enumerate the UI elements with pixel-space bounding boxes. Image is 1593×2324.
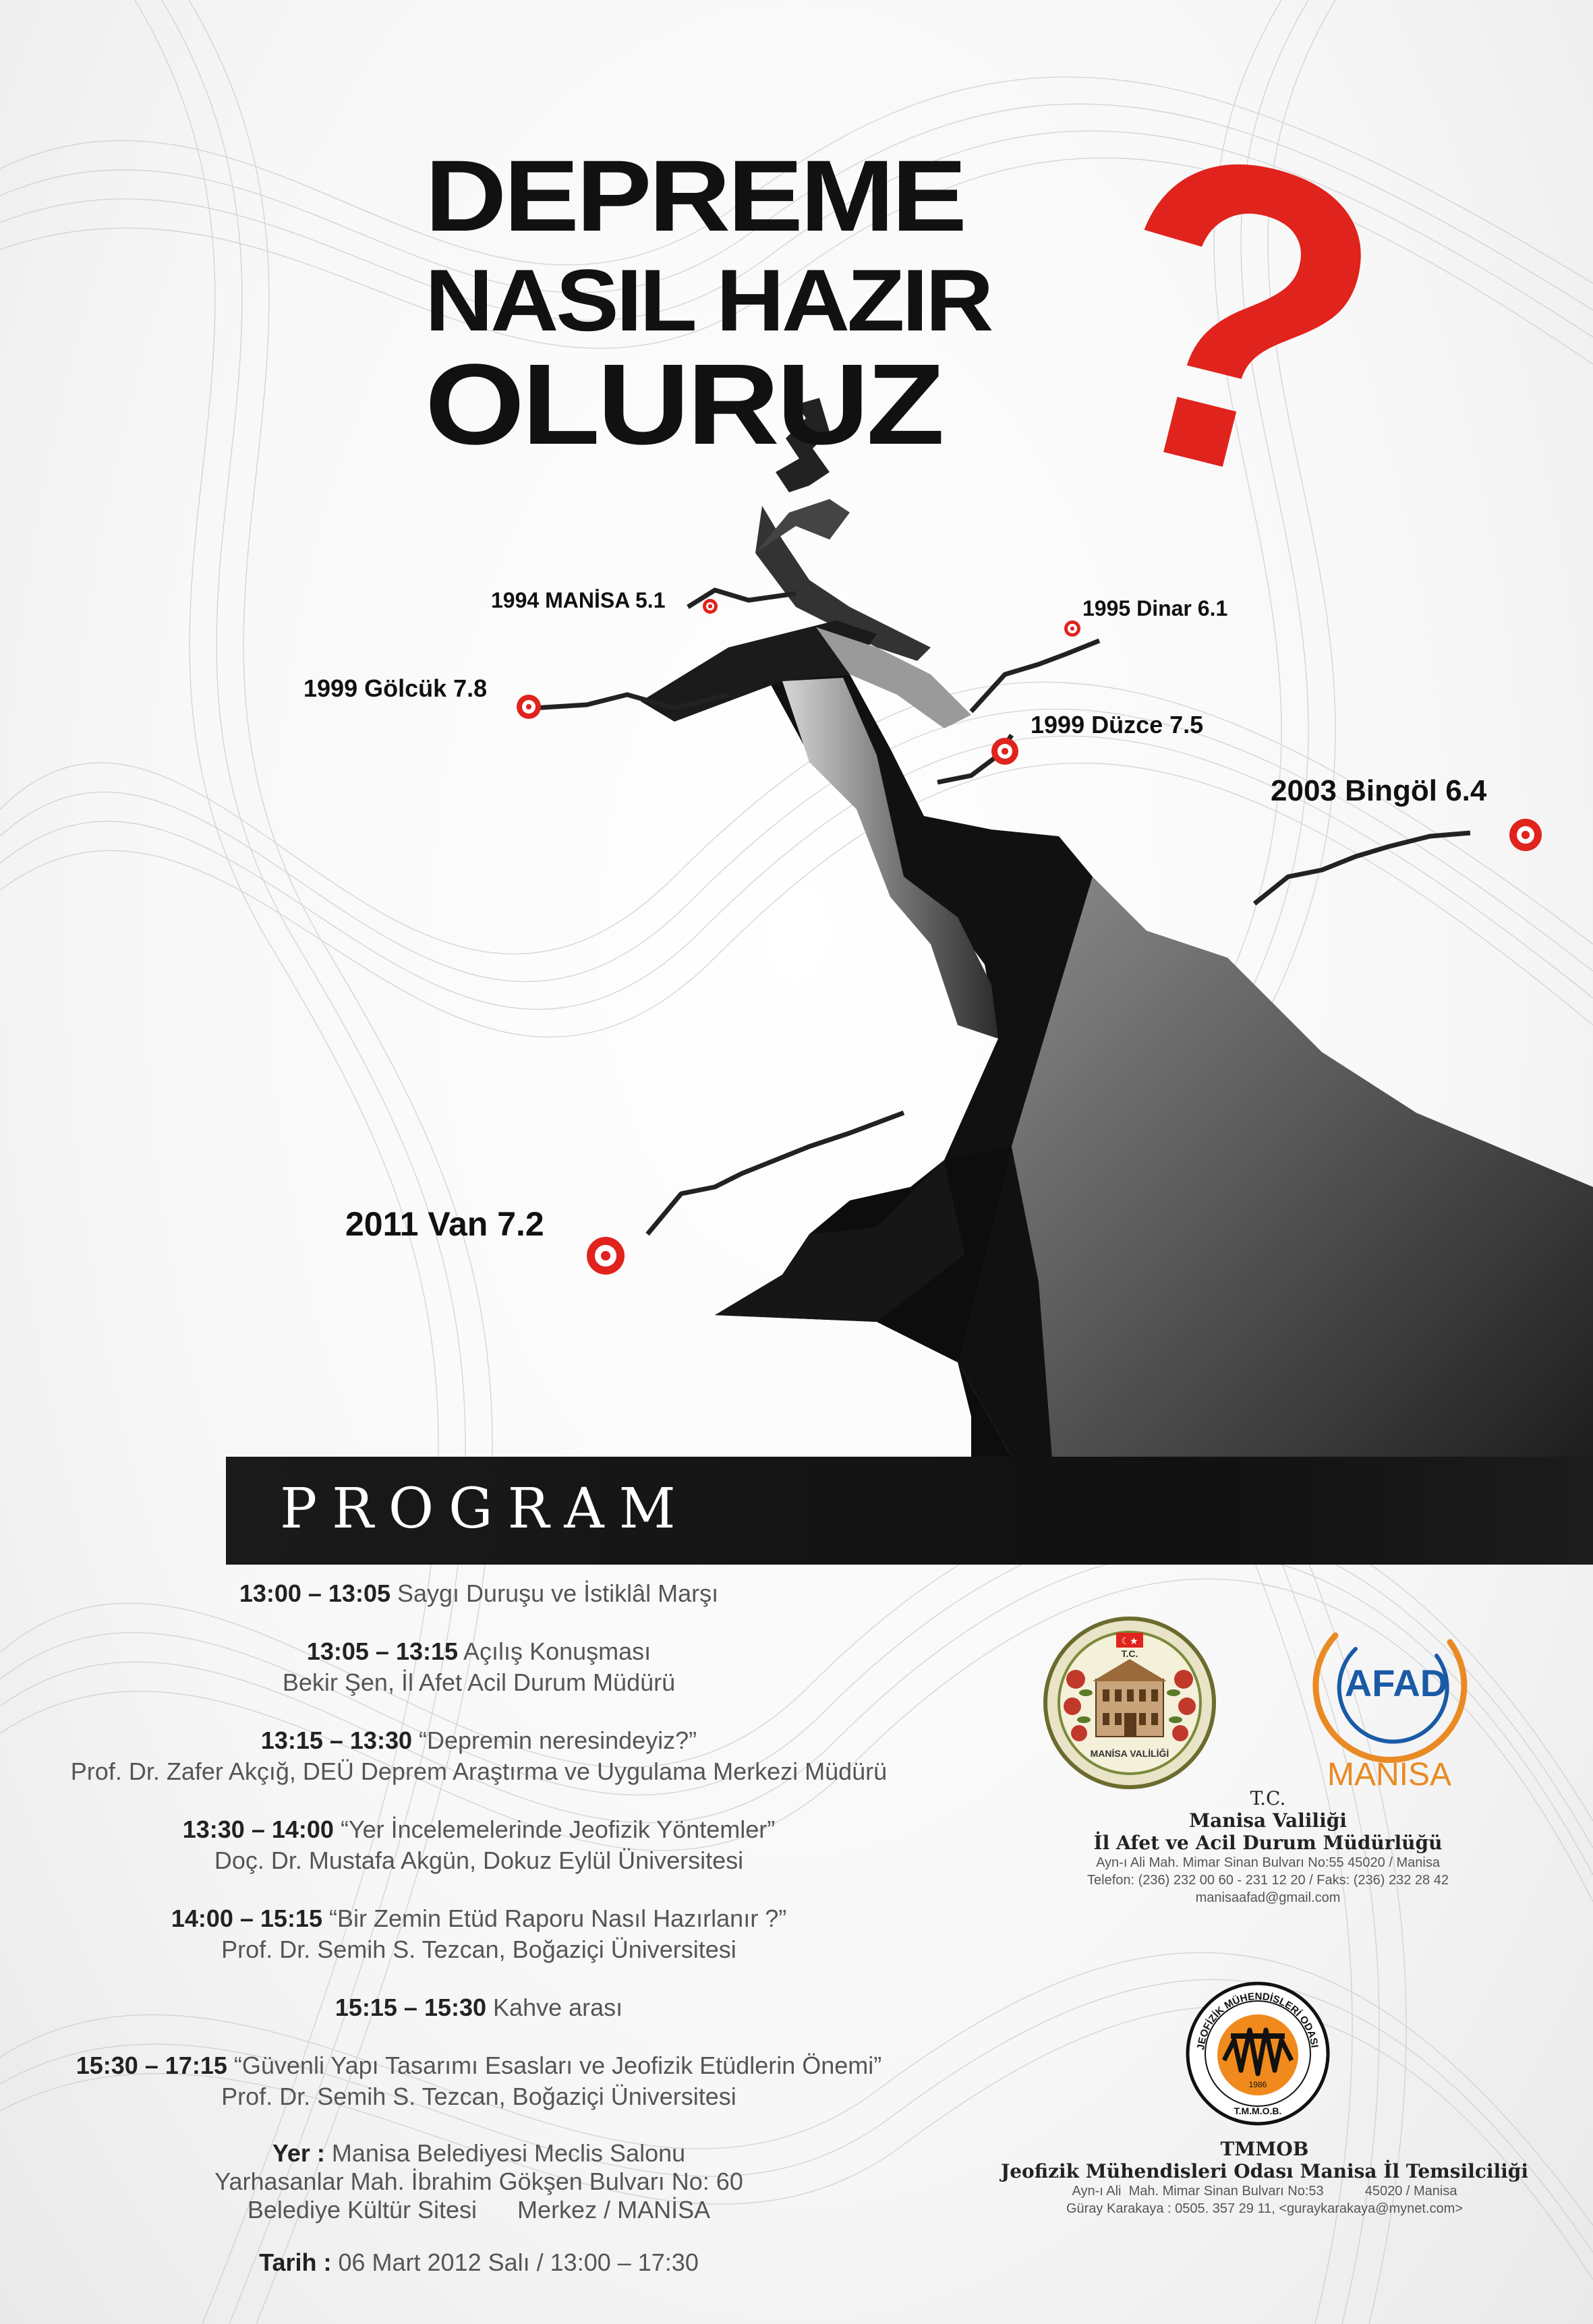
session-time: 13:00 – 13:05	[239, 1579, 390, 1607]
session-title: Açılış Konuşması	[458, 1637, 651, 1665]
target-marker-icon	[587, 1237, 625, 1275]
seal-year: 1986	[1248, 2080, 1267, 2089]
session-speaker: Prof. Dr. Semih S. Tezcan, Boğaziçi Üniversitesi	[221, 1936, 736, 1963]
session-title: Saygı Duruşu ve İstiklâl Marşı	[390, 1579, 719, 1607]
seal-bottom-text: T.M.M.O.B.	[1234, 2105, 1282, 2116]
session-title: “Yer İncelemelerinde Jeofizik Yöntemler”	[333, 1815, 776, 1843]
org-email: manisaafad@gmail.com	[1195, 1890, 1341, 1905]
session-time: 15:15 – 15:30	[335, 1994, 487, 2021]
org-phone: Telefon: (236) 232 00 60 - 231 12 20 / Faks: (236) 232 28 42	[1087, 1873, 1449, 1888]
quake-label-van-2011: 2011 Van 7.2	[345, 1205, 544, 1243]
org-manisa-valiligi	[1005, 1787, 1531, 1907]
session-time: 15:30 – 17:15	[76, 2052, 227, 2079]
session	[40, 1903, 917, 1965]
org-line: İl Afet ve Acil Durum Müdürlüğü	[1093, 1832, 1443, 1854]
session	[40, 1725, 917, 1787]
afad-city: MANİSA	[1327, 1757, 1452, 1793]
jeofizik-muhendisleri-odasi-seal-logo	[1184, 1979, 1332, 2128]
date-label: Tarih :	[259, 2248, 332, 2276]
venue-label: Yer :	[272, 2139, 325, 2167]
seal-ring-text: JEOFİZİK MÜHENDİSLERİ ODASI	[1195, 1990, 1321, 2051]
org-line: TMMOB	[1220, 2138, 1309, 2160]
seal-bottom-text: MANİSA VALİLİĞİ	[1090, 1748, 1169, 1759]
program-title: PROGRAM	[280, 1477, 691, 1541]
venue	[40, 2139, 917, 2224]
date-value: 06 Mart 2012 Salı / 13:00 – 17:30	[331, 2248, 699, 2276]
session-speaker: Prof. Dr. Zafer Akçığ, DEÜ Deprem Araştırma ve Uygulama Merkezi Müdürü	[70, 1757, 888, 1785]
target-marker-icon	[517, 695, 541, 719]
session	[40, 1992, 917, 2023]
session-title: “Güvenli Yapı Tasarımı Esasları ve Jeofizik Etüdlerin Önemi”	[227, 2052, 882, 2079]
session-time: 13:15 – 13:30	[260, 1726, 412, 1754]
quake-label-dinar-1995: 1995 Dinar 6.1	[1082, 596, 1228, 620]
session-time: 13:05 – 13:15	[306, 1637, 459, 1665]
event-date	[40, 2247, 917, 2278]
session-time: 13:30 – 14:00	[182, 1815, 334, 1843]
session-title: “Depremin neresindeyiz?”	[412, 1726, 697, 1754]
quake-label-manisa-1994: 1994 MANİSA 5.1	[491, 588, 666, 612]
target-marker-icon	[703, 599, 718, 614]
session	[40, 1578, 917, 1609]
org-line: Jeofizik Mühendisleri Odası Manisa İl Temsilciliği	[1000, 2160, 1529, 2182]
program-schedule	[40, 1578, 917, 2278]
session-speaker: Prof. Dr. Semih S. Tezcan, Boğaziçi Üniversitesi	[221, 2083, 736, 2110]
quake-label-bingol-2003: 2003 Bingöl 6.4	[1271, 774, 1487, 807]
org-address: Ayn-ı Ali Mah. Mimar Sinan Bulvarı No:53 45020 / Manisa	[1072, 2184, 1457, 2199]
org-tmmob-jeofizik	[978, 2138, 1551, 2217]
afad-name: AFAD	[1344, 1662, 1448, 1704]
session-speaker: Doç. Dr. Mustafa Akgün, Dokuz Eylül Üniversitesi	[214, 1847, 744, 1874]
quake-label-golcuk-1999: 1999 Gölcük 7.8	[303, 674, 488, 702]
org-line: Manisa Valiliği	[1189, 1809, 1347, 1832]
afad-manisa-logo	[1308, 1615, 1470, 1797]
session	[40, 1814, 917, 1876]
venue-line: Belediye Kültür Sitesi Merkez / MANİSA	[247, 2196, 711, 2224]
session	[40, 1636, 917, 1698]
org-line: T.C.	[1250, 1787, 1286, 1809]
target-marker-icon	[1509, 819, 1542, 851]
target-marker-icon	[1064, 620, 1080, 637]
manisa-valiligi-seal-logo	[1042, 1615, 1217, 1791]
question-mark: ?	[1051, 51, 1424, 583]
session-title: “Bir Zemin Etüd Raporu Nasıl Hazırlanır ?”	[322, 1905, 787, 1932]
target-marker-icon	[991, 738, 1018, 765]
session-title: Kahve arası	[486, 1994, 623, 2021]
org-address: Ayn-ı Ali Mah. Mimar Sinan Bulvarı No:55 45020 / Manisa	[1096, 1855, 1440, 1870]
seal-top-text: T.C.	[1121, 1648, 1138, 1659]
venue-line: Manisa Belediyesi Meclis Salonu	[324, 2139, 686, 2167]
headline-line-3: OLURUZ	[425, 341, 942, 469]
session	[40, 2050, 917, 2112]
venue-line: Yarhasanlar Mah. İbrahim Gökşen Bulvarı No: 60	[214, 2168, 743, 2195]
headline-line-2: NASIL HAZIR	[425, 251, 991, 349]
svg-text:☾★: ☾★	[1121, 1635, 1138, 1646]
session-time: 14:00 – 15:15	[171, 1905, 322, 1932]
quake-label-duzce-1999: 1999 Düzce 7.5	[1031, 711, 1204, 738]
headline-line-1: DEPREME	[425, 139, 964, 252]
session-speaker: Bekir Şen, İl Afet Acil Durum Müdürü	[282, 1668, 676, 1696]
org-contact: Güray Karakaya : 0505. 357 29 11, <guraykarakaya@mynet.com>	[1066, 2201, 1464, 2216]
